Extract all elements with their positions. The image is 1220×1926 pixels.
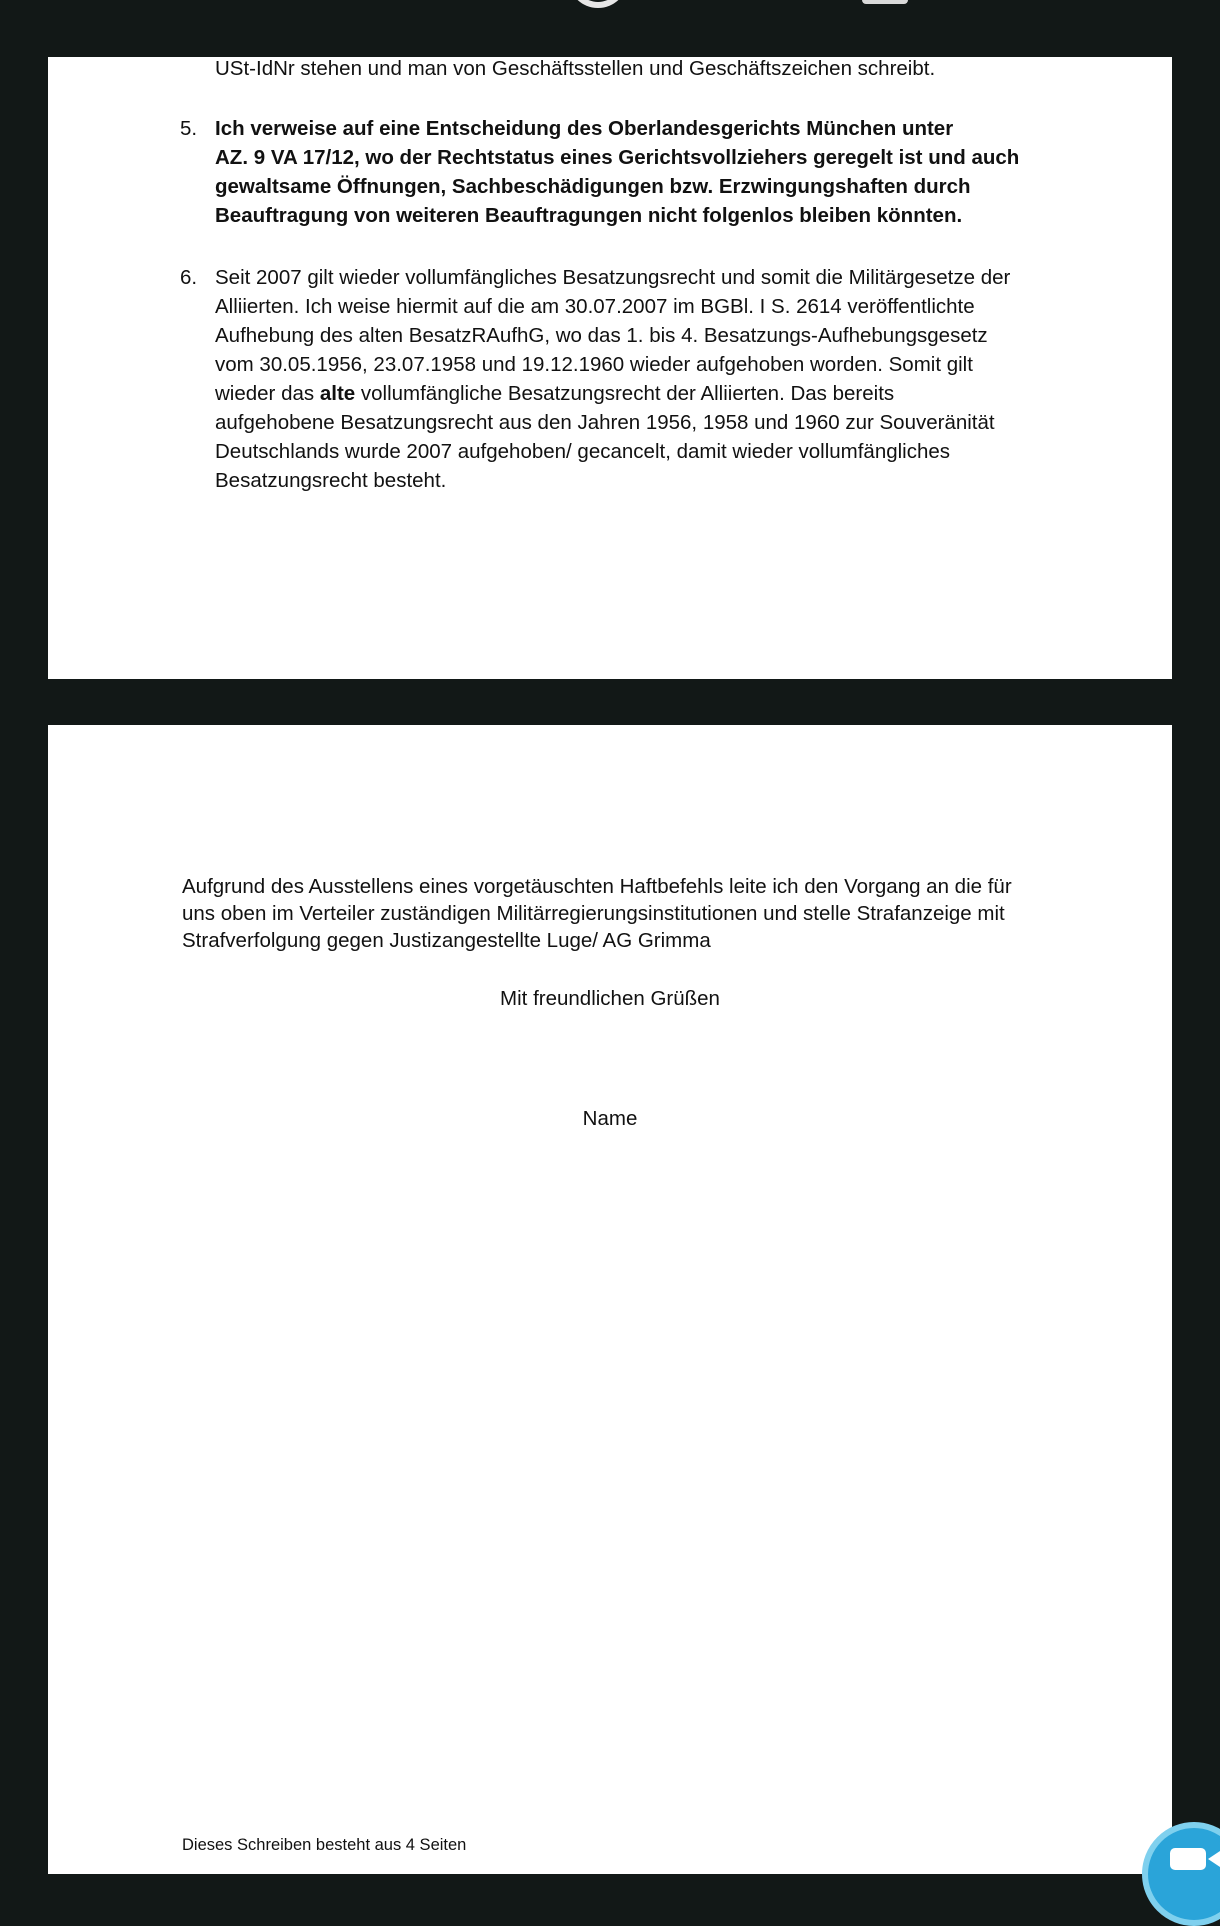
text-line xyxy=(215,379,1095,408)
list-number: 6. xyxy=(180,266,198,289)
title-glyph-fragment xyxy=(568,0,628,8)
greeting: Mit freundlichen Grüßen xyxy=(500,987,720,1010)
text-line: Strafverfolgung gegen Justizangestellte Luge/ AG Grimma xyxy=(182,929,711,952)
text-line: Besatzungsrecht besteht. xyxy=(215,469,447,492)
document-page-2 xyxy=(48,725,1172,1874)
text-line: Seit 2007 gilt wieder vollumfängliches Besatzungsrecht und somit die Militärgesetze der xyxy=(215,266,1011,289)
toolbar-button-fragment[interactable] xyxy=(862,0,908,4)
text-line: Ich verweise auf eine Entscheidung des Oberlandesgerichts München unter xyxy=(215,117,954,140)
video-camera-icon xyxy=(1170,1848,1206,1870)
text-line: Aufgrund des Ausstellens eines vorgetäuschten Haftbefehls leite ich den Vorgang an die für xyxy=(182,875,1012,898)
text-line: Deutschlands wurde 2007 aufgehoben/ gecancelt, damit wieder vollumfängliches xyxy=(215,440,951,463)
text-line: vom 30.05.1956, 23.07.1958 und 19.12.1960 wieder aufgehoben worden. Somit gilt xyxy=(215,353,973,376)
text-segment: wieder das xyxy=(215,382,320,405)
page-count-note: Dieses Schreiben besteht aus 4 Seiten xyxy=(182,1836,467,1854)
text-line: Beauftragung von weiteren Beauftragungen nicht folgenlos bleiben könnten. xyxy=(215,204,963,227)
list-item-text xyxy=(215,114,1095,230)
list-item-text xyxy=(215,263,1095,495)
text-line: gewaltsame Öffnungen, Sachbeschädigungen bzw. Erzwingungshaften durch xyxy=(215,175,971,198)
text-line: uns oben im Verteiler zuständigen Militärregierungsinstitutionen und stelle Strafanzeige mit xyxy=(182,902,1005,925)
text-line: aufgehobene Besatzungsrecht aus den Jahren 1956, 1958 und 1960 zur Souveränität xyxy=(215,411,995,434)
document-page-1 xyxy=(48,57,1172,679)
continuation-line: USt-IdNr stehen und man von Geschäftsstellen und Geschäftszeichen schreibt. xyxy=(215,57,936,80)
text-line: Aufhebung des alten BesatzRAufhG, wo das 1. bis 4. Besatzungs-Aufhebungsgesetz xyxy=(215,324,988,347)
text-line: AZ. 9 VA 17/12, wo der Rechtstatus eines Gerichtsvollziehers geregelt ist und auch xyxy=(215,146,1020,169)
text-segment: vollumfängliche Besatzungsrecht der Alliierten. Das bereits xyxy=(355,382,895,405)
emphasis-word: alte xyxy=(319,382,356,405)
list-number: 5. xyxy=(180,117,198,140)
viewer-top-bar xyxy=(0,0,1220,56)
closing-paragraph xyxy=(182,873,1082,954)
signature-name: Name xyxy=(582,1107,638,1130)
text-line: Alliierten. Ich weise hiermit auf die am 30.07.2007 im BGBl. I S. 2614 veröffentlichte xyxy=(215,295,975,318)
